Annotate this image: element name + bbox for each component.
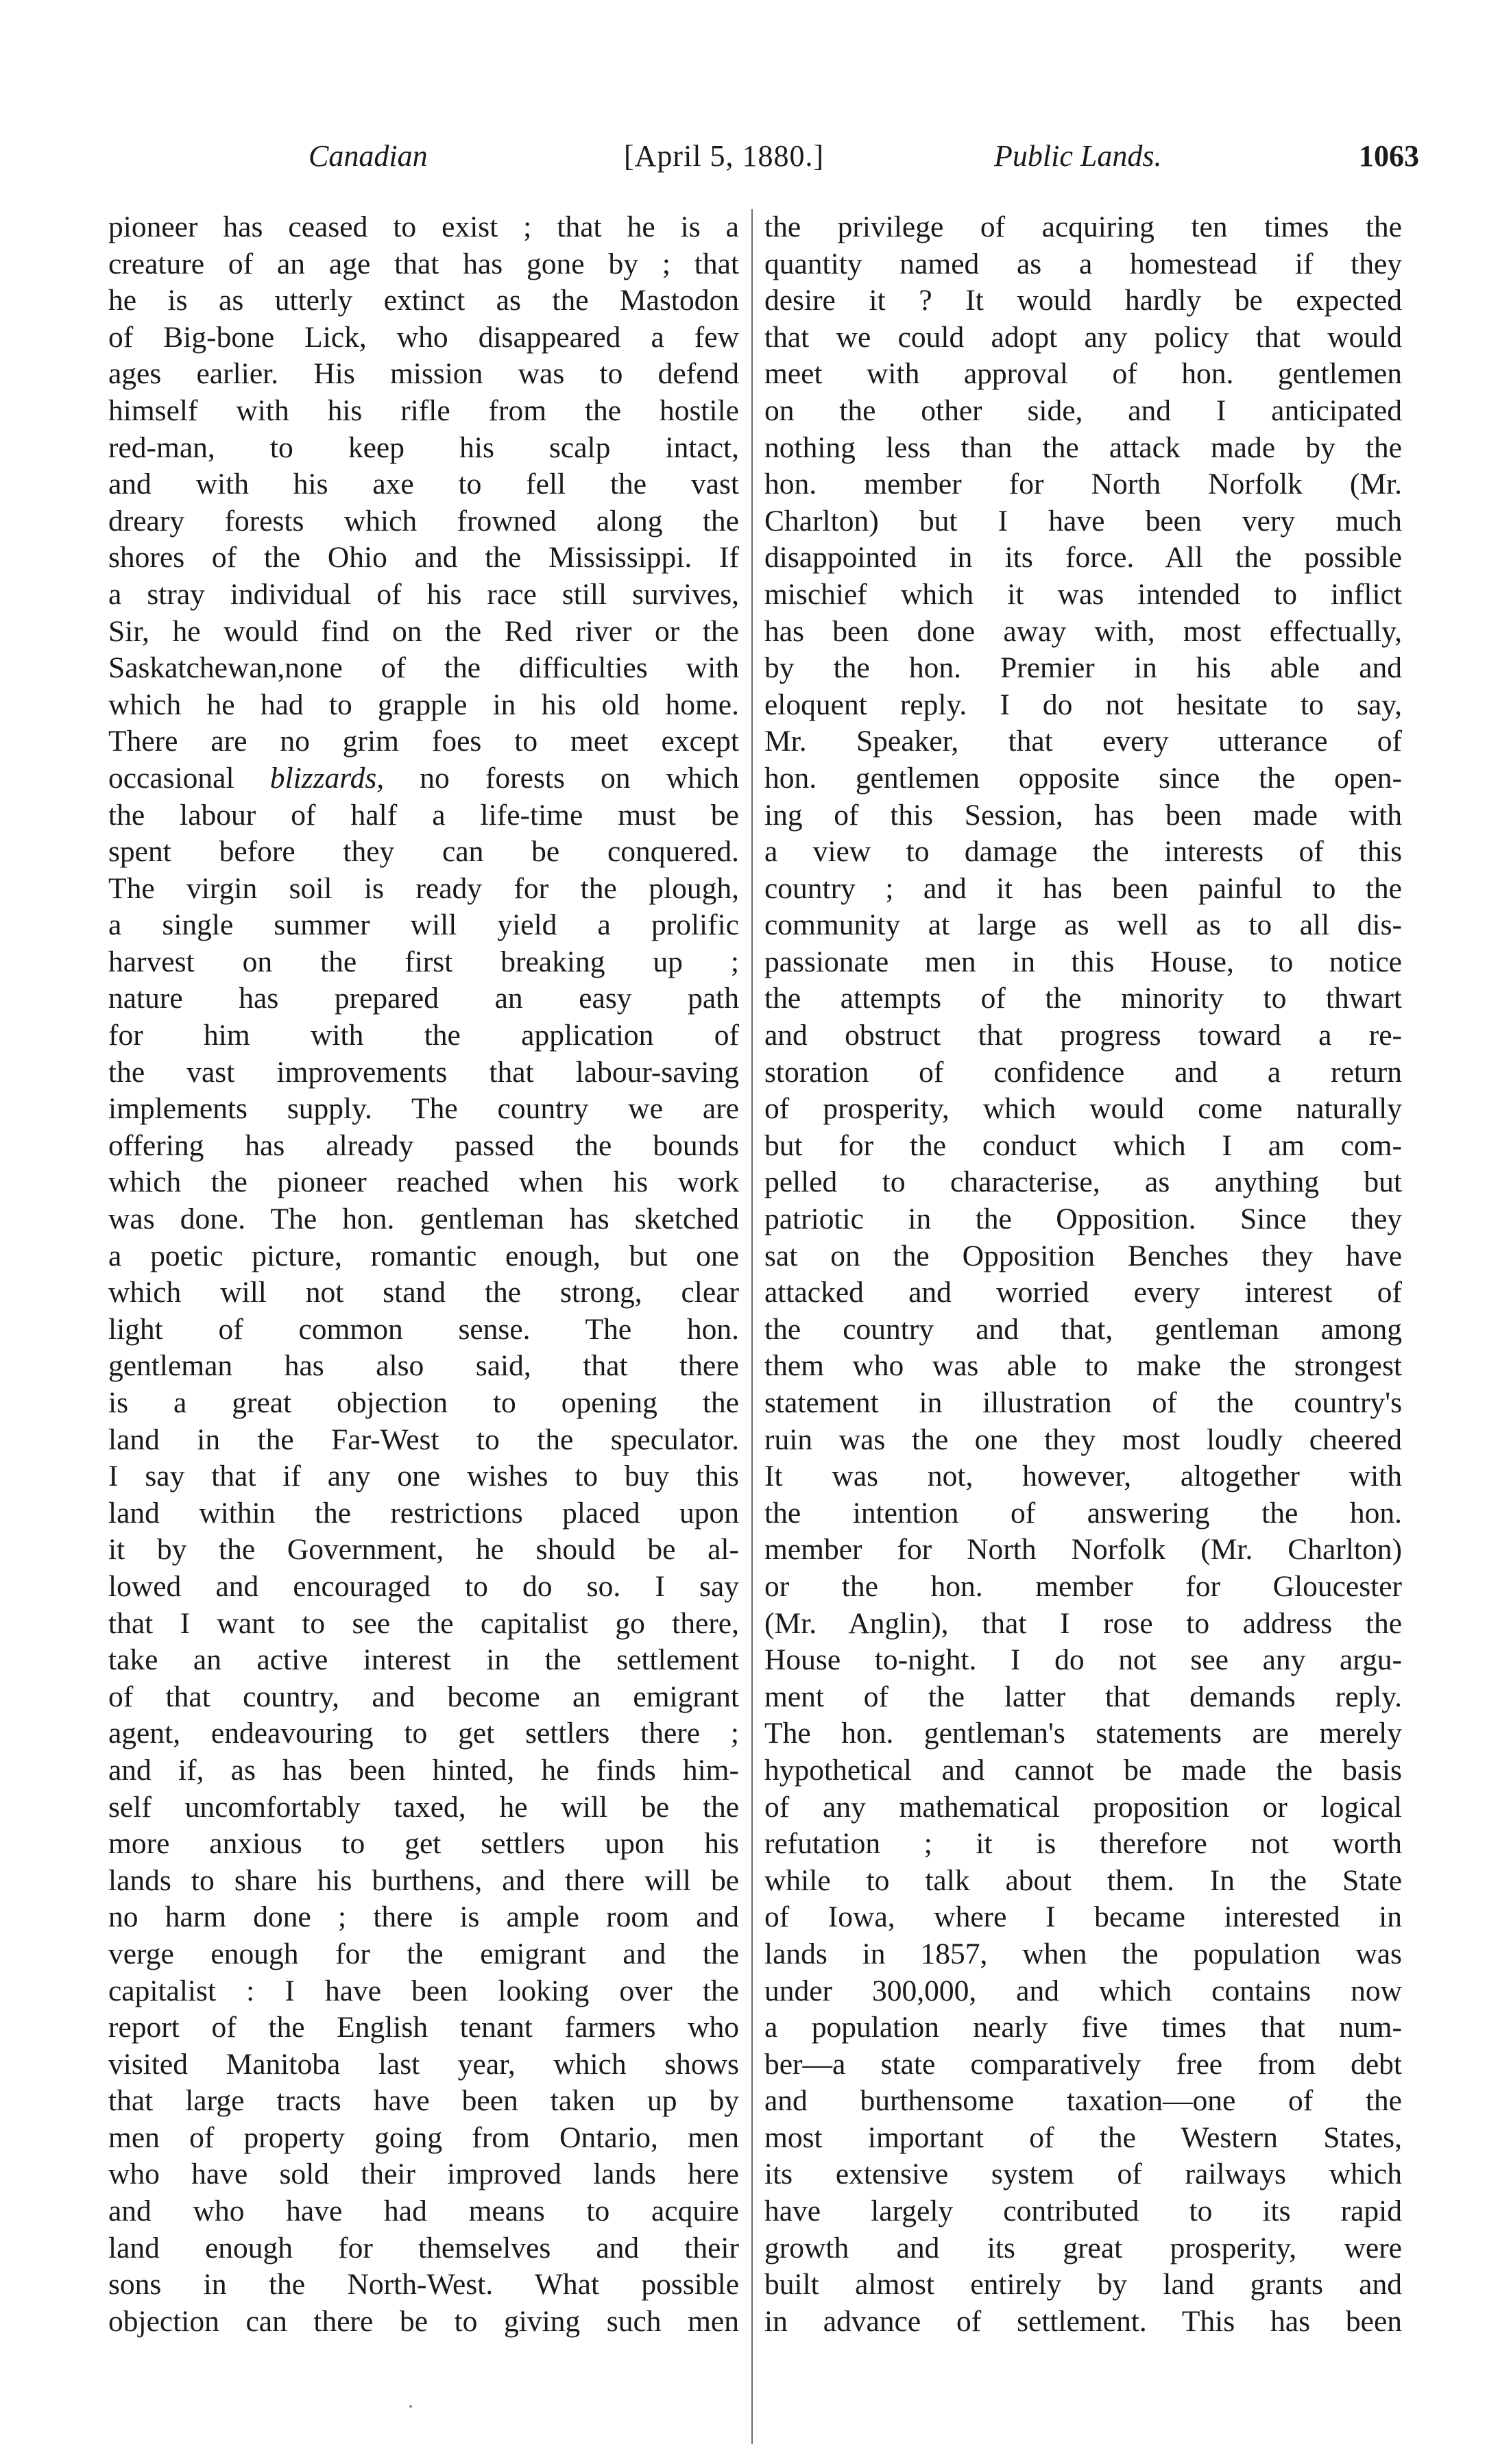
text-line: who have sold their improved lands here	[108, 2158, 739, 2191]
text-line: nothing less than the attack made by the	[764, 431, 1402, 464]
emphasized-word: blizzards,	[269, 761, 385, 795]
header-topic: Public Lands.	[994, 139, 1162, 173]
text-line: a view to damage the interests of this	[764, 835, 1402, 869]
text-line: The virgin soil is ready for the plough,	[108, 871, 739, 905]
text-line: community at large as well as to all dis-	[764, 908, 1402, 942]
text-line: which he had to grapple in his old home.	[108, 688, 739, 721]
text-line: it by the Government, he should be al-	[108, 1533, 739, 1567]
text-line: the intention of answering the hon.	[764, 1496, 1402, 1530]
text-line: refutation ; it is therefore not worth	[764, 1827, 1402, 1861]
text-line: of prosperity, which would come naturally	[764, 1092, 1402, 1126]
text-line: dreary forests which frowned along the	[108, 504, 739, 538]
text-line: hon. member for North Norfolk (Mr.	[764, 468, 1402, 501]
text-line: desire it ? It would hardly be expected	[764, 284, 1402, 317]
text-line: (Mr. Anglin), that I rose to address the	[764, 1606, 1402, 1640]
text-line: ruin was the one they most loudly cheered	[764, 1423, 1402, 1456]
text-line: capitalist : I have been looking over the	[108, 1974, 739, 2007]
text-line: patriotic in the Opposition. Since they	[764, 1203, 1402, 1236]
text-line: lands to share his burthens, and there will be	[108, 1863, 739, 1897]
text-line: ing of this Session, has been made with	[764, 798, 1402, 832]
text-line: statement in illustration of the country's	[764, 1386, 1402, 1419]
left-text-column	[108, 209, 739, 2340]
text-line: under 300,000, and which contains now	[764, 1974, 1402, 2007]
text-line: sat on the Opposition Benches they have	[764, 1239, 1402, 1272]
text-line: country ; and it has been painful to the	[764, 871, 1402, 905]
text-line: and who have had means to acquire	[108, 2195, 739, 2228]
text-line: implements supply. The country we are	[108, 1092, 739, 1126]
text-line: It was not, however, altogether with	[764, 1460, 1402, 1493]
text-line: and burthensome taxation—one of the	[764, 2084, 1402, 2118]
text-line: more anxious to get settlers upon his	[108, 1827, 739, 1861]
text-line: which the pioneer reached when his work	[108, 1165, 739, 1199]
text-line: of Iowa, where I became interested in	[764, 1900, 1402, 1934]
text-line: verge enough for the emigrant and the	[108, 1937, 739, 1970]
text-line: light of common sense. The hon.	[108, 1312, 739, 1346]
text-line: storation of confidence and a return	[764, 1055, 1402, 1089]
text-line: ber—a state comparatively free from debt	[764, 2047, 1402, 2081]
text-line: and with his axe to fell the vast	[108, 468, 739, 501]
text-line: the privilege of acquiring ten times the	[764, 210, 1402, 243]
text-line: and obstruct that progress toward a re-	[764, 1019, 1402, 1052]
text-line: have largely contributed to its rapid	[764, 2195, 1402, 2228]
text-line: a population nearly five times that num-	[764, 2011, 1402, 2044]
text-line: pioneer has ceased to exist ; that he is a	[108, 210, 739, 243]
text-line: Mr. Speaker, that every utterance of	[764, 725, 1402, 758]
text-line: gentleman has also said, that there	[108, 1349, 739, 1383]
text-line: the country and that, gentleman among	[764, 1312, 1402, 1346]
text-line: self uncomfortably taxed, he will be the	[108, 1790, 739, 1824]
text-line: objection can there be to giving such men	[108, 2304, 739, 2338]
page-speck	[409, 2405, 412, 2408]
header-date: [April 5, 1880.]	[624, 139, 825, 173]
text-line: built almost entirely by land grants and	[764, 2268, 1402, 2302]
text-line: no harm done ; there is ample room and	[108, 1900, 739, 1934]
text-line: creature of an age that has gone by ; that	[108, 247, 739, 280]
text-line: attacked and worried every interest of	[764, 1276, 1402, 1309]
text-line: ment of the latter that demands reply.	[764, 1680, 1402, 1713]
text-line: and if, as has been hinted, he finds him-	[108, 1753, 739, 1787]
text-line: There are no grim foes to meet except	[108, 725, 739, 758]
text-line: visited Manitoba last year, which shows	[108, 2047, 739, 2081]
text-line: spent before they can be conquered.	[108, 835, 739, 869]
text-line: Sir, he would find on the Red river or the	[108, 614, 739, 648]
text-line: mischief which it was intended to inflict	[764, 577, 1402, 611]
text-line: harvest on the first breaking up ;	[108, 945, 739, 978]
text-line: The hon. gentleman's statements are merely	[764, 1717, 1402, 1750]
page-header	[110, 132, 1419, 186]
text-line: that I want to see the capitalist go there,	[108, 1606, 739, 1640]
text-line: of any mathematical proposition or logical	[764, 1790, 1402, 1824]
text-line: I say that if any one wishes to buy this	[108, 1460, 739, 1493]
text-line: Charlton) but I have been very much	[764, 504, 1402, 538]
text-line: by the hon. Premier in his able and	[764, 651, 1402, 685]
text-line: hon. gentlemen opposite since the open-	[764, 761, 1402, 795]
text-line: the labour of half a life-time must be	[108, 798, 739, 832]
text-line: in advance of settlement. This has been	[764, 2304, 1402, 2338]
text-line: a single summer will yield a prolific	[108, 908, 739, 942]
text-line: disappointed in its force. All the possible	[764, 541, 1402, 575]
text-line: take an active interest in the settlement	[108, 1643, 739, 1677]
text-line: that we could adopt any policy that would	[764, 320, 1402, 354]
text-line: land within the restrictions placed upon	[108, 1496, 739, 1530]
text-line: passionate men in this House, to notice	[764, 945, 1402, 978]
text-line: offering has already passed the bounds	[108, 1128, 739, 1162]
text-line: agent, endeavouring to get settlers there ;	[108, 1717, 739, 1750]
text-line: or the hon. member for Gloucester	[764, 1569, 1402, 1603]
text-line: men of property going from Ontario, men	[108, 2121, 739, 2154]
text-line: land in the Far-West to the speculator.	[108, 1423, 739, 1456]
text-line: he is as utterly extinct as the Mastodon	[108, 284, 739, 317]
text-line: for him with the application of	[108, 1019, 739, 1052]
text-line: land enough for themselves and their	[108, 2231, 739, 2264]
text-line: the vast improvements that labour-saving	[108, 1055, 739, 1089]
column-divider	[751, 209, 753, 2444]
text-line: that large tracts have been taken up by	[108, 2084, 739, 2118]
text-line: shores of the Ohio and the Mississippi. If	[108, 541, 739, 575]
text-line: a stray individual of his race still survives,	[108, 577, 739, 611]
text-line: which will not stand the strong, clear	[108, 1276, 739, 1309]
text-line: lands in 1857, when the population was	[764, 1937, 1402, 1970]
text-line: member for North Norfolk (Mr. Charlton)	[764, 1533, 1402, 1567]
text-line: House to-night. I do not see any argu-	[764, 1643, 1402, 1677]
text-line: pelled to characterise, as anything but	[764, 1165, 1402, 1199]
text-line: of Big-bone Lick, who disappeared a few	[108, 320, 739, 354]
text-line: meet with approval of hon. gentlemen	[764, 357, 1402, 391]
text-line: red-man, to keep his scalp intact,	[108, 431, 739, 464]
text-line: was done. The hon. gentleman has sketched	[108, 1203, 739, 1236]
text-line: most important of the Western States,	[764, 2121, 1402, 2154]
text-line: a poetic picture, romantic enough, but one	[108, 1239, 739, 1272]
text-line: its extensive system of railways which	[764, 2158, 1402, 2191]
text-line: of that country, and become an emigrant	[108, 1680, 739, 1713]
text-line: while to talk about them. In the State	[764, 1863, 1402, 1897]
text-line: has been done away with, most effectually,	[764, 614, 1402, 648]
text-line: but for the conduct which I am com-	[764, 1128, 1402, 1162]
text-line: lowed and encouraged to do so. I say	[108, 1569, 739, 1603]
page-number: 1063	[1359, 139, 1419, 173]
text-line: nature has prepared an easy path	[108, 982, 739, 1015]
text-line: himself with his rifle from the hostile	[108, 394, 739, 427]
text-line: the attempts of the minority to thwart	[764, 982, 1402, 1015]
text-line: sons in the North-West. What possible	[108, 2268, 739, 2302]
text-line: ages earlier. His mission was to defend	[108, 357, 739, 391]
text-line: quantity named as a homestead if they	[764, 247, 1402, 280]
text-line: is a great objection to opening the	[108, 1386, 739, 1419]
right-text-column	[764, 209, 1402, 2340]
header-publication: Canadian	[309, 139, 428, 173]
text-line: Saskatchewan,none of the difficulties with	[108, 651, 739, 685]
text-line: them who was able to make the strongest	[764, 1349, 1402, 1383]
text-line: hypothetical and cannot be made the basis	[764, 1753, 1402, 1787]
text-line: eloquent reply. I do not hesitate to say,	[764, 688, 1402, 721]
text-line: report of the English tenant farmers who	[108, 2011, 739, 2044]
text-line: growth and its great prosperity, were	[764, 2231, 1402, 2264]
text-line: occasional blizzards, no forests on which	[108, 761, 739, 795]
text-line: on the other side, and I anticipated	[764, 394, 1402, 427]
